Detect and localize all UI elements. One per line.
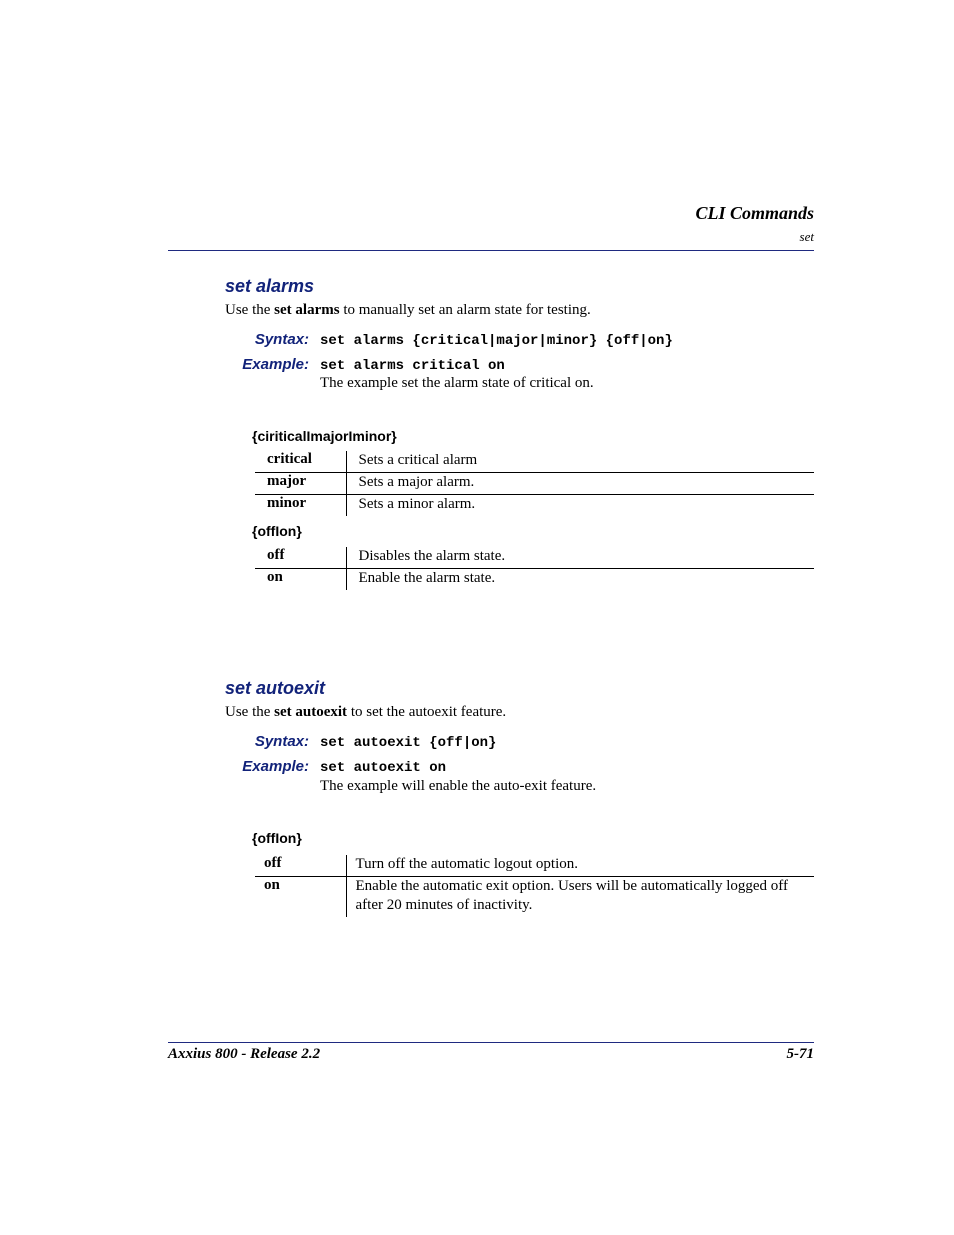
footer-rule [168,1042,814,1043]
example-code: set alarms critical on [320,358,505,374]
example-description: The example set the alarm state of critical on. [320,375,594,391]
syntax-code: set autoexit {off|on} [320,735,497,751]
param-value: Enable the alarm state. [346,569,814,591]
example-code: set autoexit on [320,760,447,776]
table-row [255,569,814,591]
param-table [255,547,814,590]
section-intro: Use the set alarms to manually set an alarm state for testing. [225,302,591,318]
example-label: Example: [242,356,309,373]
param-value: Sets a critical alarm [358,452,478,468]
table-row [255,855,814,877]
param-group-heading: {ciriticalImajorIminor} [252,428,397,444]
table-row [255,451,814,473]
param-value: Disables the alarm state. [358,548,506,564]
table-row [255,877,814,918]
param-key: on [255,569,346,591]
footer-page-number: 5-71 [786,1046,814,1062]
param-key: off [255,547,346,569]
param-table [255,451,814,516]
syntax-label: Syntax: [254,733,309,750]
param-key: critical [255,451,346,473]
running-header-title: CLI Commands [695,203,814,223]
syntax-code: set alarms {critical|major|minor} {off|on} [320,333,673,349]
example-label: Example: [242,758,309,775]
param-group-heading: {offIon} [252,830,302,846]
table-row [255,473,814,495]
param-key: off [255,855,346,877]
param-table [255,855,814,917]
param-key: minor [255,495,346,517]
param-value: Sets a minor alarm. [346,495,814,517]
param-value: Sets a major alarm. [346,473,814,495]
section-title-set-alarms: set alarms [225,276,315,296]
section-title-set-autoexit: set autoexit [225,678,326,698]
param-group-heading: {offIon} [252,523,302,539]
param-value: Turn off the automatic logout option. [355,856,578,872]
table-row [255,495,814,517]
example-description: The example will enable the auto-exit feature. [320,778,597,794]
param-key: major [255,473,346,495]
param-value: Enable the automatic exit option. Users will be automatically logged off after 20 minutes of inactivity. [346,877,814,918]
header-rule [168,250,814,251]
footer-product: Axxius 800 - Release 2.2 [168,1046,321,1062]
syntax-label: Syntax: [254,331,309,348]
running-header-subtitle: set [799,229,814,244]
section-intro: Use the set autoexit to set the autoexit feature. [225,704,507,720]
param-key: on [255,877,346,918]
table-row [255,547,814,569]
